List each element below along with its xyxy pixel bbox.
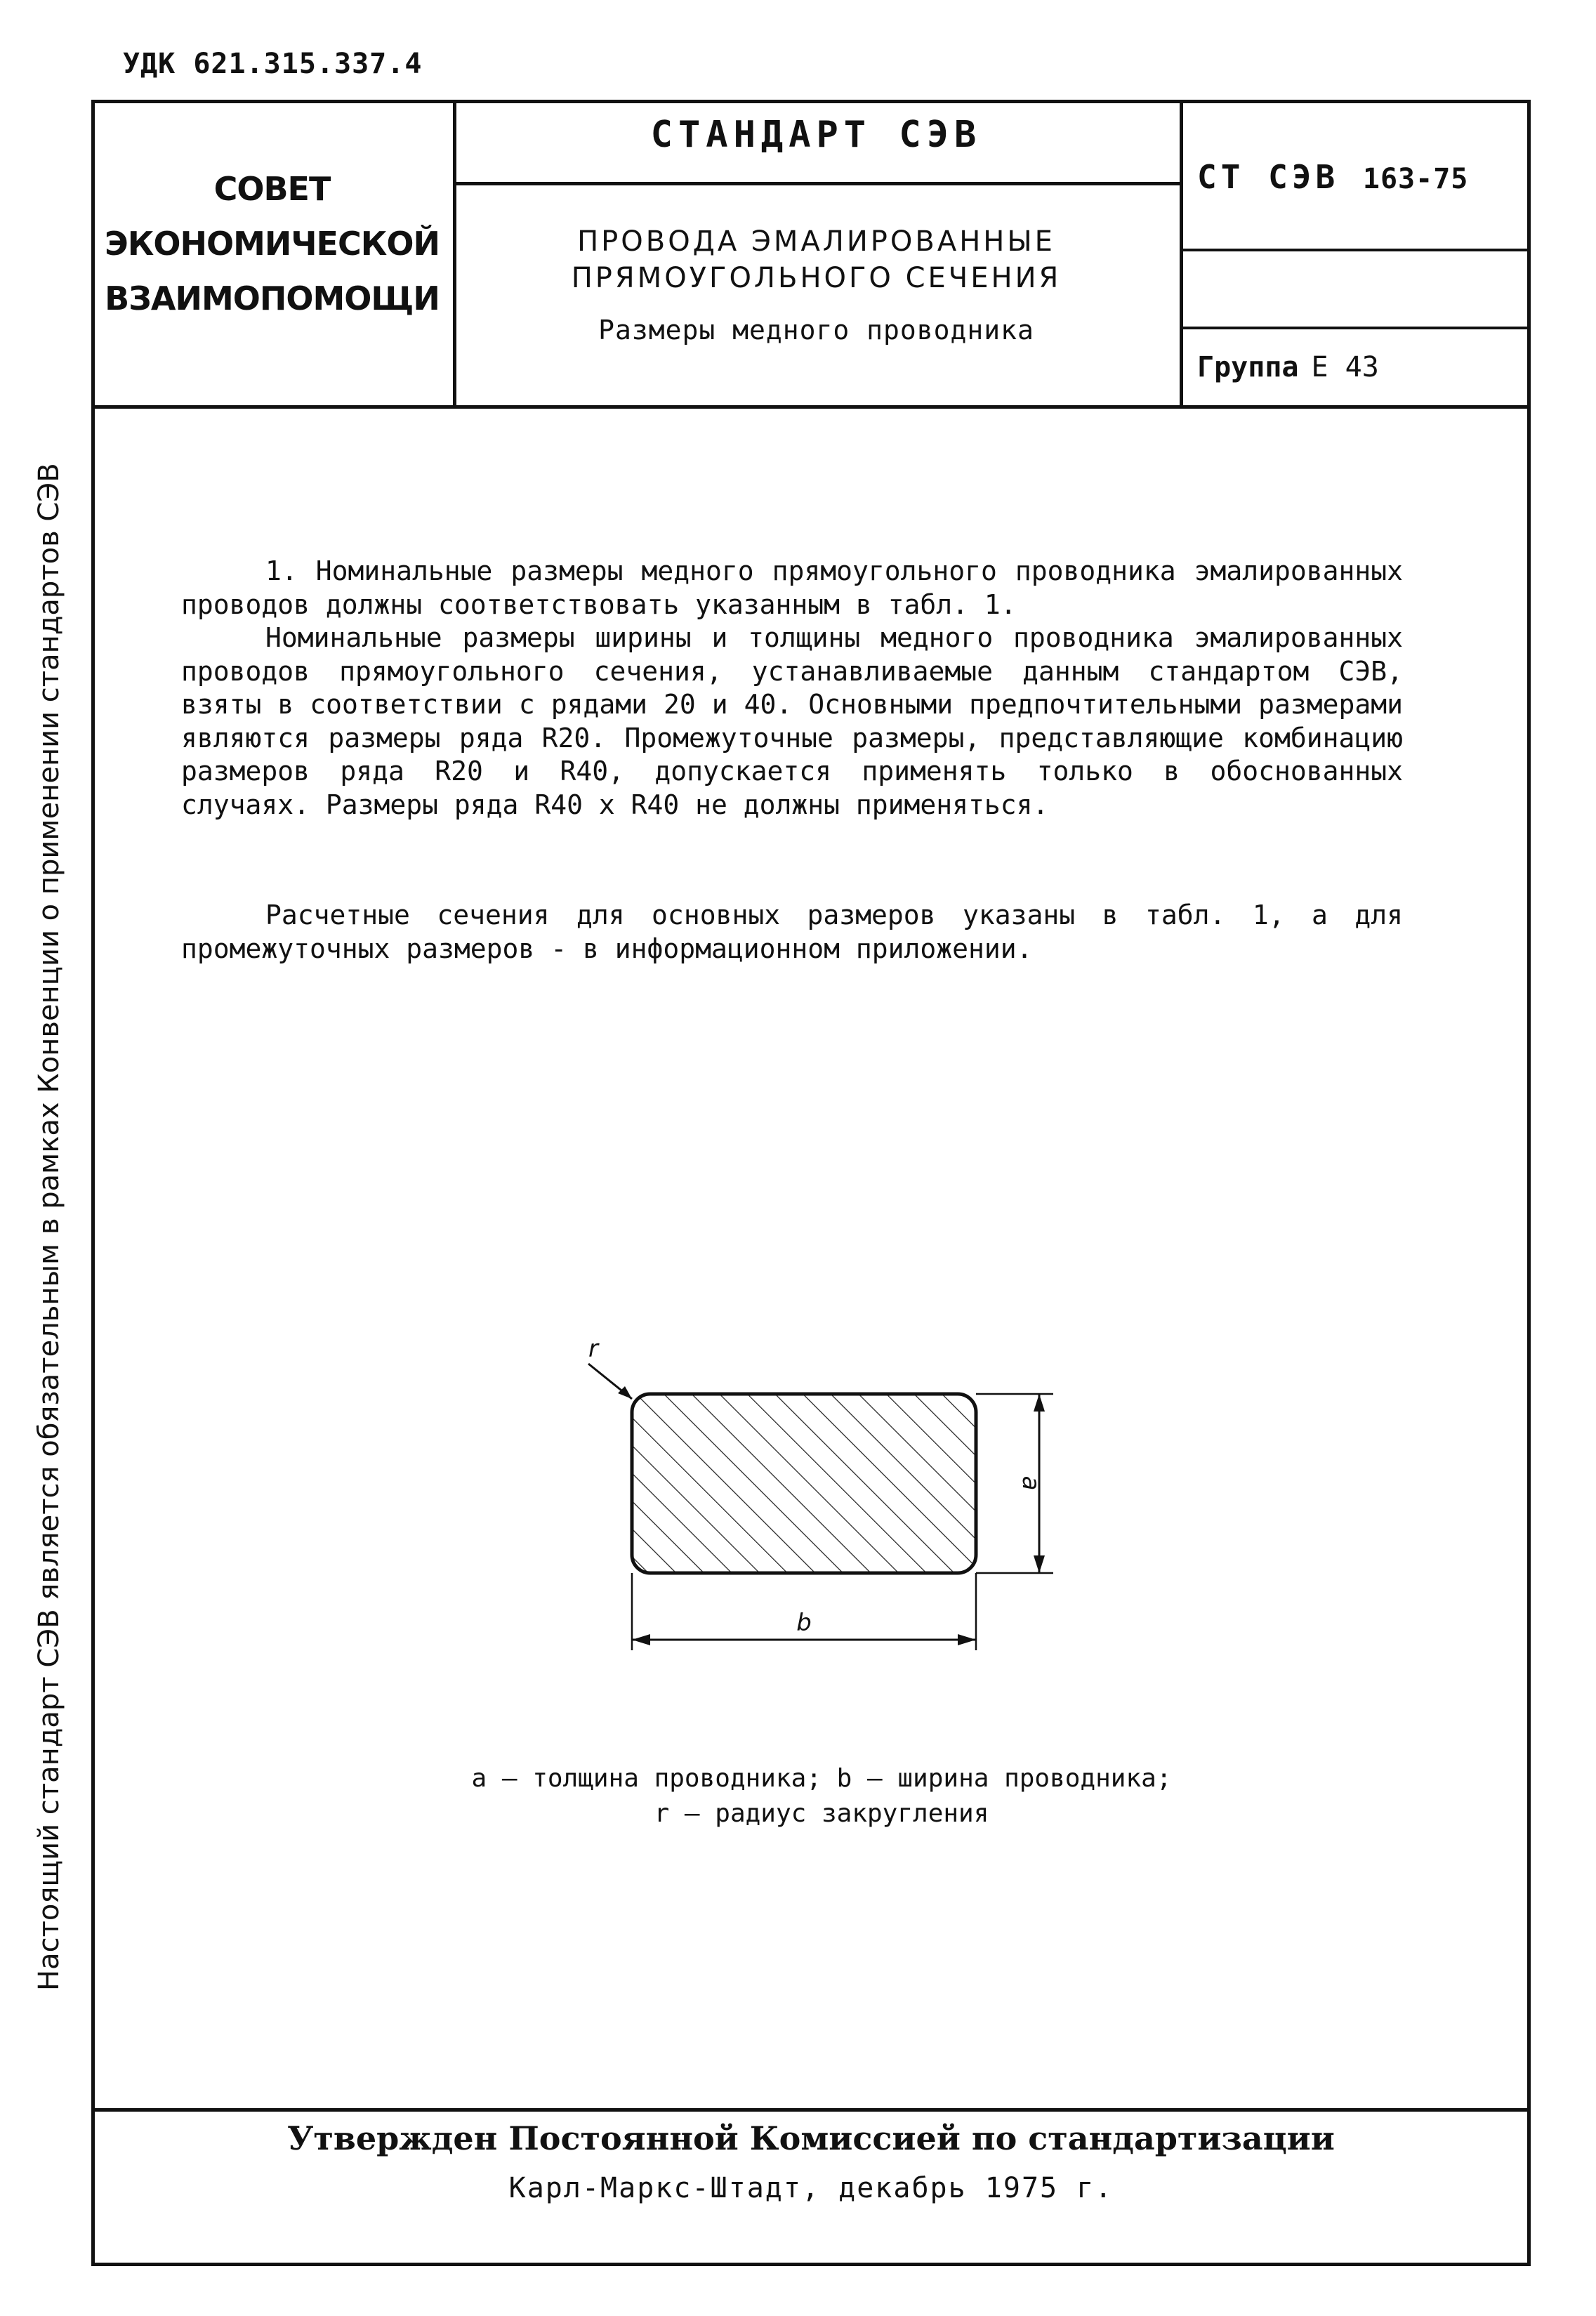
sidebar-note: Настоящий стандарт СЭВ является обязательным в рамках Конвенции о применении стандартов СЭВ	[33, 463, 65, 1991]
approval-statement: Утвержден Постоянной Комиссией по стандартизации	[287, 2119, 1335, 2157]
code-number: 163-75	[1362, 163, 1469, 195]
caption-line-1: a – толщина проводника; b – ширина проводника;	[471, 1764, 1172, 1793]
group-value: Е 43	[1311, 351, 1379, 383]
thickness-arrow-top	[1034, 1394, 1045, 1412]
paragraph-2	[181, 621, 1403, 822]
group-code	[1197, 351, 1379, 383]
paragraph-1-text: 1. Номинальные размеры медного прямоугольного проводника эмалированных проводов должны соответствовать указанным в табл. 1.	[181, 555, 1403, 620]
approval-place-date: Карл-Маркс-Штадт, декабрь 1975 г.	[508, 2172, 1114, 2204]
org-line-3: ВЗАИМОПОМОЩИ	[105, 279, 440, 317]
udk-code: УДК 621.315.337.4	[123, 48, 423, 80]
conductor-section	[632, 1394, 976, 1573]
title-divider	[456, 182, 1180, 185]
code-divider-2	[1183, 327, 1527, 329]
organization-name	[91, 162, 453, 326]
page-frame	[91, 100, 1531, 2266]
code-column-divider	[1180, 103, 1183, 409]
width-label: b	[796, 1609, 812, 1637]
thickness-arrow-bottom	[1034, 1555, 1045, 1573]
paragraph-3	[181, 899, 1403, 966]
cross-section-figure	[562, 1320, 1095, 1664]
width-arrow-left	[632, 1634, 650, 1645]
width-arrow-right	[958, 1634, 976, 1645]
code-divider-1	[1183, 249, 1527, 251]
group-label: Группа	[1197, 351, 1299, 383]
document-subtitle: Размеры медного проводника	[598, 315, 1034, 346]
org-line-2: ЭКОНОМИЧЕСКОЙ	[105, 225, 440, 263]
code-prefix: СТ СЭВ	[1197, 158, 1340, 196]
org-line-1: СОВЕТ	[213, 170, 331, 208]
standard-label: СТАНДАРТ СЭВ	[650, 114, 982, 156]
footer-divider	[95, 2108, 1527, 2112]
thickness-label: a	[1017, 1475, 1045, 1491]
paragraph-3-text: Расчетные сечения для основных размеров указаны в табл. 1, а для промежуточных размеров - в информационном приложении.	[181, 900, 1403, 964]
document-title	[456, 223, 1176, 296]
title-line-2: ПРЯМОУГОЛЬНОГО СЕЧЕНИЯ	[571, 262, 1062, 294]
figure-caption	[330, 1761, 1313, 1831]
standard-code	[1197, 158, 1468, 196]
title-line-1: ПРОВОДА ЭМАЛИРОВАННЫЕ	[577, 225, 1055, 258]
header-divider	[95, 405, 1527, 409]
caption-line-2: r – радиус закругления	[654, 1799, 989, 1828]
radius-label: r	[588, 1335, 598, 1363]
paragraph-1	[181, 555, 1403, 621]
paragraph-2-text: Номинальные размеры ширины и толщины медного проводника эмалированных проводов прямоугольного сечения, устанавливаемые данным стандартом СЭВ, взяты в соответствии с рядами 20 и 40. Основными предпочтительными размерами являются размеры ряда R20. Промежуточные размеры, представляющие комбинацию размеров ряда R20 и R40, допускается применять только в обоснованных случаях. Размеры ряда R40 x R40 не должны применяться.	[181, 622, 1403, 820]
